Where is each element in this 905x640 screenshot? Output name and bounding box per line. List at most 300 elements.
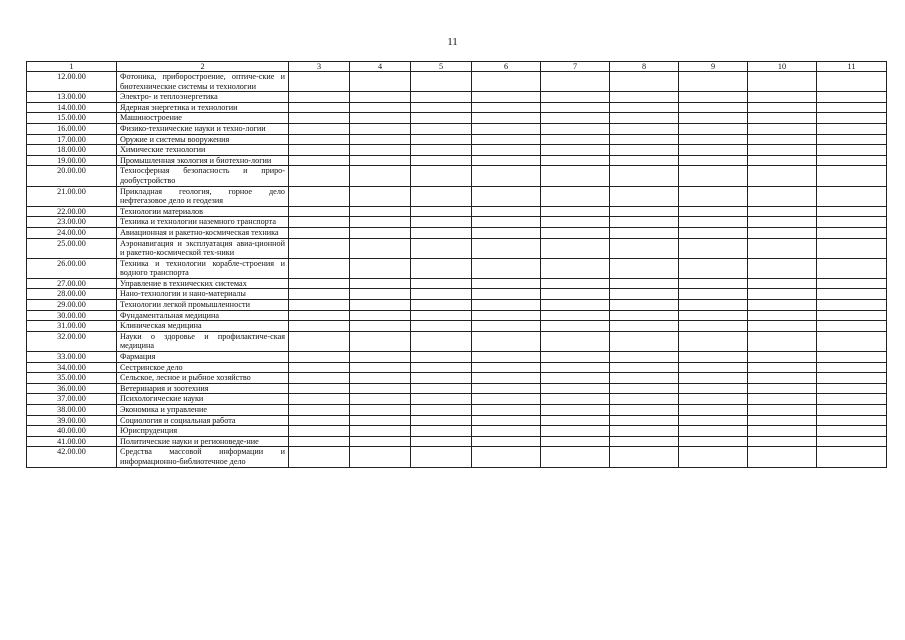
empty-cell-col-5	[411, 92, 472, 103]
empty-cell-col-6	[472, 300, 541, 311]
table-row	[27, 227, 887, 238]
empty-cell-col-8	[610, 123, 679, 134]
table-row	[27, 405, 887, 416]
empty-cell-col-6	[472, 321, 541, 332]
row-code: 42.00.00	[27, 447, 117, 467]
empty-cell-col-6	[472, 134, 541, 145]
empty-cell-col-10	[748, 186, 817, 206]
empty-cell-col-9	[679, 405, 748, 416]
empty-cell-col-4	[350, 186, 411, 206]
empty-cell-col-11	[817, 238, 887, 258]
row-code: 27.00.00	[27, 278, 117, 289]
empty-cell-col-4	[350, 436, 411, 447]
empty-cell-col-10	[748, 134, 817, 145]
empty-cell-col-6	[472, 258, 541, 278]
empty-cell-col-6	[472, 289, 541, 300]
empty-cell-col-9	[679, 155, 748, 166]
empty-cell-col-9	[679, 436, 748, 447]
column-header-11: 11	[817, 62, 887, 72]
table-row	[27, 102, 887, 113]
empty-cell-col-10	[748, 123, 817, 134]
row-code: 15.00.00	[27, 113, 117, 124]
row-code: 20.00.00	[27, 166, 117, 186]
empty-cell-col-7	[541, 426, 610, 437]
empty-cell-col-5	[411, 362, 472, 373]
empty-cell-col-4	[350, 352, 411, 363]
empty-cell-col-8	[610, 278, 679, 289]
empty-cell-col-4	[350, 383, 411, 394]
empty-cell-col-9	[679, 134, 748, 145]
empty-cell-col-10	[748, 113, 817, 124]
empty-cell-col-10	[748, 394, 817, 405]
row-code: 31.00.00	[27, 321, 117, 332]
empty-cell-col-5	[411, 394, 472, 405]
empty-cell-col-7	[541, 166, 610, 186]
empty-cell-col-7	[541, 394, 610, 405]
empty-cell-col-7	[541, 227, 610, 238]
empty-cell-col-11	[817, 373, 887, 384]
table-row	[27, 134, 887, 145]
empty-cell-col-11	[817, 258, 887, 278]
empty-cell-col-10	[748, 258, 817, 278]
empty-cell-col-3	[289, 134, 350, 145]
table-row	[27, 155, 887, 166]
empty-cell-col-9	[679, 383, 748, 394]
empty-cell-col-10	[748, 166, 817, 186]
row-code: 21.00.00	[27, 186, 117, 206]
empty-cell-col-7	[541, 447, 610, 467]
table-row	[27, 300, 887, 311]
empty-cell-col-6	[472, 155, 541, 166]
empty-cell-col-7	[541, 300, 610, 311]
row-code: 32.00.00	[27, 331, 117, 351]
empty-cell-col-5	[411, 166, 472, 186]
table-row	[27, 72, 887, 92]
empty-cell-col-5	[411, 415, 472, 426]
table-row	[27, 352, 887, 363]
empty-cell-col-6	[472, 123, 541, 134]
empty-cell-col-8	[610, 383, 679, 394]
empty-cell-col-8	[610, 300, 679, 311]
empty-cell-col-9	[679, 72, 748, 92]
table-row	[27, 447, 887, 467]
empty-cell-col-5	[411, 310, 472, 321]
empty-cell-col-9	[679, 394, 748, 405]
empty-cell-col-9	[679, 300, 748, 311]
empty-cell-col-6	[472, 352, 541, 363]
row-code: 35.00.00	[27, 373, 117, 384]
empty-cell-col-7	[541, 102, 610, 113]
empty-cell-col-5	[411, 206, 472, 217]
empty-cell-col-9	[679, 123, 748, 134]
empty-cell-col-4	[350, 278, 411, 289]
empty-cell-col-11	[817, 289, 887, 300]
empty-cell-col-6	[472, 166, 541, 186]
empty-cell-col-10	[748, 331, 817, 351]
empty-cell-col-5	[411, 352, 472, 363]
empty-cell-col-7	[541, 72, 610, 92]
empty-cell-col-8	[610, 102, 679, 113]
row-code: 25.00.00	[27, 238, 117, 258]
empty-cell-col-8	[610, 92, 679, 103]
empty-cell-col-8	[610, 289, 679, 300]
empty-cell-col-7	[541, 186, 610, 206]
empty-cell-col-5	[411, 186, 472, 206]
table-row	[27, 362, 887, 373]
empty-cell-col-7	[541, 258, 610, 278]
empty-cell-col-10	[748, 72, 817, 92]
empty-cell-col-8	[610, 217, 679, 228]
empty-cell-col-5	[411, 72, 472, 92]
table-row	[27, 113, 887, 124]
row-code: 28.00.00	[27, 289, 117, 300]
empty-cell-col-6	[472, 217, 541, 228]
empty-cell-col-8	[610, 72, 679, 92]
empty-cell-col-5	[411, 102, 472, 113]
empty-cell-col-3	[289, 352, 350, 363]
empty-cell-col-5	[411, 383, 472, 394]
table-row	[27, 186, 887, 206]
empty-cell-col-6	[472, 331, 541, 351]
empty-cell-col-4	[350, 134, 411, 145]
table-row	[27, 383, 887, 394]
empty-cell-col-10	[748, 447, 817, 467]
empty-cell-col-4	[350, 289, 411, 300]
empty-cell-col-4	[350, 227, 411, 238]
empty-cell-col-4	[350, 373, 411, 384]
row-name: Промышленная экология и биотехно-логии	[117, 155, 289, 166]
empty-cell-col-6	[472, 310, 541, 321]
empty-cell-col-10	[748, 383, 817, 394]
empty-cell-col-6	[472, 92, 541, 103]
empty-cell-col-9	[679, 113, 748, 124]
empty-cell-col-9	[679, 227, 748, 238]
empty-cell-col-6	[472, 415, 541, 426]
table-row	[27, 331, 887, 351]
empty-cell-col-3	[289, 383, 350, 394]
empty-cell-col-9	[679, 238, 748, 258]
empty-cell-col-6	[472, 113, 541, 124]
empty-cell-col-3	[289, 415, 350, 426]
empty-cell-col-10	[748, 321, 817, 332]
empty-cell-col-9	[679, 331, 748, 351]
row-code: 23.00.00	[27, 217, 117, 228]
row-name: Средства массовой информации и информационно-библиотечное дело	[117, 447, 289, 467]
empty-cell-col-7	[541, 373, 610, 384]
empty-cell-col-11	[817, 113, 887, 124]
empty-cell-col-3	[289, 300, 350, 311]
column-header-1: 1	[27, 62, 117, 72]
empty-cell-col-9	[679, 102, 748, 113]
empty-cell-col-9	[679, 206, 748, 217]
empty-cell-col-5	[411, 447, 472, 467]
empty-cell-col-4	[350, 426, 411, 437]
empty-cell-col-5	[411, 258, 472, 278]
empty-cell-col-3	[289, 447, 350, 467]
row-name: Электро- и теплоэнергетика	[117, 92, 289, 103]
empty-cell-col-8	[610, 394, 679, 405]
row-code: 18.00.00	[27, 145, 117, 156]
empty-cell-col-9	[679, 426, 748, 437]
empty-cell-col-8	[610, 373, 679, 384]
row-name: Юриспруденция	[117, 426, 289, 437]
empty-cell-col-4	[350, 321, 411, 332]
empty-cell-col-4	[350, 102, 411, 113]
empty-cell-col-5	[411, 217, 472, 228]
row-name: Фундаментальная медицина	[117, 310, 289, 321]
empty-cell-col-6	[472, 145, 541, 156]
row-name: Сестринское дело	[117, 362, 289, 373]
empty-cell-col-6	[472, 227, 541, 238]
empty-cell-col-6	[472, 426, 541, 437]
row-name: Экономика и управление	[117, 405, 289, 416]
table-row	[27, 310, 887, 321]
empty-cell-col-10	[748, 436, 817, 447]
empty-cell-col-7	[541, 278, 610, 289]
table-row	[27, 92, 887, 103]
row-name: Аэронавигация и эксплуатация авиа-ционной и ракетно-космической тех-ники	[117, 238, 289, 258]
empty-cell-col-3	[289, 373, 350, 384]
row-name: Ядерная энергетика и технологии	[117, 102, 289, 113]
table-row	[27, 217, 887, 228]
empty-cell-col-9	[679, 258, 748, 278]
table-body	[27, 72, 887, 468]
row-name: Управление в технических системах	[117, 278, 289, 289]
row-name: Оружие и системы вооружения	[117, 134, 289, 145]
empty-cell-col-10	[748, 300, 817, 311]
row-name: Фармация	[117, 352, 289, 363]
empty-cell-col-8	[610, 134, 679, 145]
empty-cell-col-5	[411, 123, 472, 134]
empty-cell-col-4	[350, 447, 411, 467]
header-row	[27, 62, 887, 72]
empty-cell-col-9	[679, 186, 748, 206]
row-code: 14.00.00	[27, 102, 117, 113]
row-code: 30.00.00	[27, 310, 117, 321]
empty-cell-col-7	[541, 217, 610, 228]
empty-cell-col-10	[748, 405, 817, 416]
empty-cell-col-10	[748, 92, 817, 103]
empty-cell-col-8	[610, 206, 679, 217]
empty-cell-col-3	[289, 155, 350, 166]
empty-cell-col-5	[411, 405, 472, 416]
empty-cell-col-10	[748, 415, 817, 426]
empty-cell-col-6	[472, 383, 541, 394]
empty-cell-col-9	[679, 321, 748, 332]
empty-cell-col-7	[541, 123, 610, 134]
empty-cell-col-6	[472, 362, 541, 373]
empty-cell-col-10	[748, 227, 817, 238]
row-name: Техносферная безопасность и приро-дообустройство	[117, 166, 289, 186]
empty-cell-col-3	[289, 92, 350, 103]
empty-cell-col-9	[679, 310, 748, 321]
empty-cell-col-4	[350, 394, 411, 405]
empty-cell-col-3	[289, 331, 350, 351]
row-name: Науки о здоровье и профилактиче-ская медицина	[117, 331, 289, 351]
empty-cell-col-9	[679, 352, 748, 363]
empty-cell-col-3	[289, 166, 350, 186]
empty-cell-col-11	[817, 415, 887, 426]
empty-cell-col-11	[817, 217, 887, 228]
row-name: Прикладная геология, горное дело нефтегазовое дело и геодезия	[117, 186, 289, 206]
empty-cell-col-3	[289, 186, 350, 206]
empty-cell-col-8	[610, 405, 679, 416]
table-row	[27, 289, 887, 300]
empty-cell-col-7	[541, 155, 610, 166]
empty-cell-col-8	[610, 145, 679, 156]
empty-cell-col-11	[817, 447, 887, 467]
empty-cell-col-6	[472, 238, 541, 258]
empty-cell-col-11	[817, 321, 887, 332]
empty-cell-col-8	[610, 186, 679, 206]
empty-cell-col-6	[472, 447, 541, 467]
row-code: 24.00.00	[27, 227, 117, 238]
column-header-5: 5	[411, 62, 472, 72]
empty-cell-col-5	[411, 373, 472, 384]
empty-cell-col-6	[472, 102, 541, 113]
empty-cell-col-11	[817, 383, 887, 394]
row-name: Ветеринария и зоотехния	[117, 383, 289, 394]
empty-cell-col-11	[817, 145, 887, 156]
column-header-9: 9	[679, 62, 748, 72]
empty-cell-col-3	[289, 289, 350, 300]
row-code: 33.00.00	[27, 352, 117, 363]
empty-cell-col-8	[610, 310, 679, 321]
empty-cell-col-7	[541, 383, 610, 394]
empty-cell-col-7	[541, 352, 610, 363]
table-row	[27, 415, 887, 426]
empty-cell-col-3	[289, 258, 350, 278]
column-header-2: 2	[117, 62, 289, 72]
empty-cell-col-11	[817, 436, 887, 447]
empty-cell-col-8	[610, 436, 679, 447]
empty-cell-col-5	[411, 113, 472, 124]
row-code: 13.00.00	[27, 92, 117, 103]
row-code: 36.00.00	[27, 383, 117, 394]
empty-cell-col-11	[817, 166, 887, 186]
empty-cell-col-7	[541, 310, 610, 321]
empty-cell-col-4	[350, 405, 411, 416]
empty-cell-col-10	[748, 310, 817, 321]
empty-cell-col-9	[679, 447, 748, 467]
column-header-10: 10	[748, 62, 817, 72]
empty-cell-col-4	[350, 113, 411, 124]
empty-cell-col-3	[289, 206, 350, 217]
empty-cell-col-9	[679, 415, 748, 426]
empty-cell-col-11	[817, 352, 887, 363]
empty-cell-col-8	[610, 166, 679, 186]
column-header-4: 4	[350, 62, 411, 72]
empty-cell-col-4	[350, 92, 411, 103]
row-name: Клиническая медицина	[117, 321, 289, 332]
row-name: Авиационная и ракетно-космическая техника	[117, 227, 289, 238]
empty-cell-col-7	[541, 113, 610, 124]
empty-cell-col-8	[610, 227, 679, 238]
empty-cell-col-4	[350, 166, 411, 186]
column-header-3: 3	[289, 62, 350, 72]
empty-cell-col-8	[610, 155, 679, 166]
row-name: Химические технологии	[117, 145, 289, 156]
empty-cell-col-9	[679, 217, 748, 228]
empty-cell-col-10	[748, 278, 817, 289]
empty-cell-col-7	[541, 436, 610, 447]
row-name: Физико-технические науки и техно-логии	[117, 123, 289, 134]
row-name: Техника и технологии кораблe-строения и водного транспорта	[117, 258, 289, 278]
table-row	[27, 278, 887, 289]
empty-cell-col-8	[610, 352, 679, 363]
empty-cell-col-11	[817, 92, 887, 103]
empty-cell-col-4	[350, 155, 411, 166]
empty-cell-col-6	[472, 405, 541, 416]
empty-cell-col-9	[679, 373, 748, 384]
empty-cell-col-6	[472, 72, 541, 92]
empty-cell-col-8	[610, 321, 679, 332]
empty-cell-col-10	[748, 155, 817, 166]
empty-cell-col-3	[289, 72, 350, 92]
row-name: Технологии материалов	[117, 206, 289, 217]
row-name: Машиностроение	[117, 113, 289, 124]
empty-cell-col-6	[472, 436, 541, 447]
empty-cell-col-8	[610, 415, 679, 426]
table-row	[27, 373, 887, 384]
row-name: Социология и социальная работа	[117, 415, 289, 426]
column-header-6: 6	[472, 62, 541, 72]
row-name: Сельское, лесное и рыбное хозяйство	[117, 373, 289, 384]
empty-cell-col-3	[289, 238, 350, 258]
table-row	[27, 145, 887, 156]
row-code: 22.00.00	[27, 206, 117, 217]
row-name: Фотоника, приборостроение, оптиче-ские и биотехнические системы и технологии	[117, 72, 289, 92]
empty-cell-col-11	[817, 186, 887, 206]
table-row	[27, 166, 887, 186]
table-row	[27, 238, 887, 258]
empty-cell-col-4	[350, 145, 411, 156]
row-name: Политические науки и регионоведе-ние	[117, 436, 289, 447]
empty-cell-col-11	[817, 72, 887, 92]
empty-cell-col-3	[289, 145, 350, 156]
row-code: 39.00.00	[27, 415, 117, 426]
empty-cell-col-6	[472, 186, 541, 206]
page-number: 11	[447, 36, 458, 48]
empty-cell-col-3	[289, 426, 350, 437]
empty-cell-col-10	[748, 238, 817, 258]
empty-cell-col-10	[748, 289, 817, 300]
row-code: 12.00.00	[27, 72, 117, 92]
empty-cell-col-3	[289, 394, 350, 405]
empty-cell-col-5	[411, 238, 472, 258]
empty-cell-col-7	[541, 362, 610, 373]
empty-cell-col-4	[350, 258, 411, 278]
empty-cell-col-4	[350, 206, 411, 217]
empty-cell-col-5	[411, 278, 472, 289]
empty-cell-col-11	[817, 310, 887, 321]
table-row	[27, 321, 887, 332]
empty-cell-col-3	[289, 217, 350, 228]
row-name: Нано-технологии и нано-материалы	[117, 289, 289, 300]
empty-cell-col-10	[748, 373, 817, 384]
empty-cell-col-10	[748, 102, 817, 113]
empty-cell-col-10	[748, 362, 817, 373]
empty-cell-col-6	[472, 206, 541, 217]
row-code: 17.00.00	[27, 134, 117, 145]
empty-cell-col-11	[817, 331, 887, 351]
empty-cell-col-3	[289, 362, 350, 373]
table-row	[27, 436, 887, 447]
row-code: 38.00.00	[27, 405, 117, 416]
empty-cell-col-9	[679, 362, 748, 373]
empty-cell-col-11	[817, 426, 887, 437]
empty-cell-col-7	[541, 331, 610, 351]
